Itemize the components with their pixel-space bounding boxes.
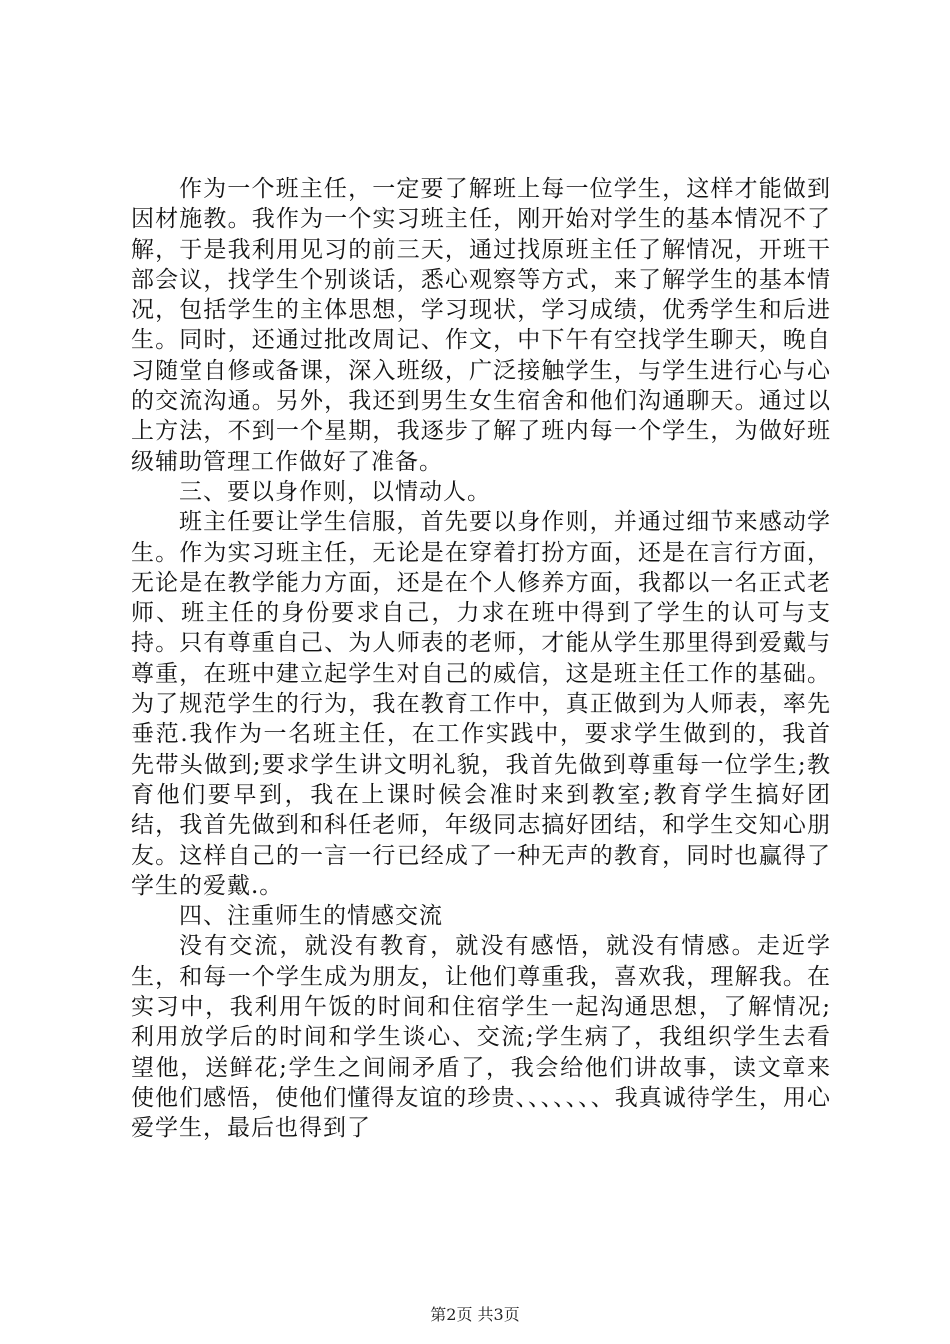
paragraph-lead-by-example: 班主任要让学生信服，首先要以身作则，并通过细节来感动学生。作为实习班主任，无论是在穿着打扮方面，还是在言行方面，无论是在教学能力方面，还是在个人修养方面，我都以一名正式老师、班主任的身份要求自己，力求在班中得到了学生的认可与支持。只有尊重自己、为人师表的老师，才能从学生那里得到爱戴与尊重，在班中建立起学生对自己的威信，这是班主任工作的基础。为了规范学生的行为，我在教育工作中，真正做到为人师表，率先垂范.我作为一名班主任，在工作实践中，要求学生做到的，我首先带头做到;要求学生讲文明礼貌，我首先做到尊重每一位学生;教育他们要早到，我在上课时候会准时来到教室;教育学生搞好团结，我首先做到和科任老师，年级同志搞好团结，和学生交知心朋友。这样自己的一言一行已经成了一种无声的教育，同时也赢得了学生的爱戴.。 xyxy=(131,509,831,899)
section-heading-emotional-exchange: 四、注重师生的情感交流 xyxy=(179,903,443,930)
paragraph-emotional-exchange: 没有交流，就没有教育，就没有感悟，就没有情感。走近学生，和每一个学生成为朋友，让他们尊重我，喜欢我，理解我。在实习中，我利用午饭的时间和住宿学生一起沟通思想，了解情况;利用放学后的时间和学生谈心、交流;学生病了，我组织学生去看望他，送鲜花;学生之间闹矛盾了，我会给他们讲故事，读文章来使他们感悟，使他们懂得友谊的珍贵、、、、、、、我真诚待学生，用心爱学生，最后也得到了 xyxy=(131,933,831,1142)
page-number-footer: 第2页 共3页 xyxy=(430,1305,520,1324)
paragraph-understand-students: 作为一个班主任，一定要了解班上每一位学生，这样才能做到因材施教。我作为一个实习班主任，刚开始对学生的基本情况不了解，于是我利用见习的前三天，通过找原班主任了解情况，开班干部会议，找学生个别谈话，悉心观察等方式，来了解学生的基本情况，包括学生的主体思想，学习现状，学习成绩，优秀学生和后进生。同时，还通过批改周记、作文，中下午有空找学生聊天，晚自习随堂自修或备课，深入班级，广泛接触学生，与学生进行心与心的交流沟通。另外，我还到男生女生宿舍和他们沟通聊天。通过以上方法，不到一个星期，我逐步了解了班内每一个学生，为做好班级辅助管理工作做好了准备。 xyxy=(131,176,831,475)
document-body xyxy=(131,174,831,1144)
section-heading-lead-by-example: 三、要以身作则，以情动人。 xyxy=(179,478,491,505)
